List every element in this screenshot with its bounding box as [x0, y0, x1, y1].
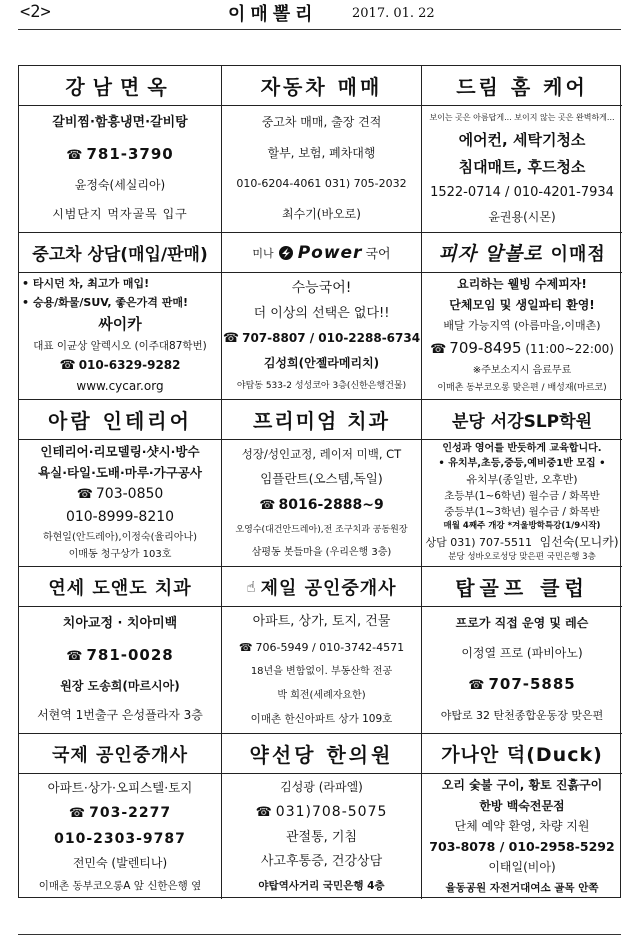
ad-title: 드림 홈 케어: [422, 66, 622, 106]
phone-icon: ☎: [222, 330, 240, 346]
ad-title: 피자 알볼로 이매점: [422, 233, 622, 273]
ad-line: 한방 백숙전문점: [479, 798, 565, 813]
phone-icon: ☎: [468, 678, 486, 694]
ad-aram-interior: [19, 400, 222, 567]
logo-icon: [277, 245, 295, 261]
ad-website[interactable]: www.cycar.org: [76, 378, 164, 393]
ad-phone: 010-2303-9787: [54, 831, 186, 848]
ad-line: 시범단지 먹자골목 입구: [52, 207, 188, 222]
ad-dream-home-care: [422, 66, 622, 233]
ad-line: ※주보소지시 음료무료: [472, 364, 572, 376]
ad-yakseondang-clinic: [222, 734, 422, 899]
ad-line: 초등부(1~6학년) 월수금 / 화목반: [444, 490, 600, 503]
ad-address: 이매촌 동부코오롱A 앞 신한은행 옆: [38, 880, 202, 893]
ad-phone: ☎ 703-0850: [76, 486, 164, 503]
ad-phone: ☎ 781-3790: [66, 145, 174, 163]
ad-line: 윤권용(시몬): [488, 210, 556, 225]
ad-title: 미나 Power 국어: [222, 233, 421, 273]
ad-title: 분당 서강SLP학원: [422, 400, 622, 440]
ad-address: 분당 성바오로성당 맞은편 국민은행 3층: [448, 552, 596, 563]
ad-seogang-slp: [422, 400, 622, 567]
ad-line: 단체모임 및 생일파티 환영!: [449, 298, 595, 313]
ad-line: 김성희(안젤라메리치): [263, 356, 380, 371]
ad-line: 더 이상의 선택은 없다!!: [253, 305, 390, 321]
ad-phone: ☎ 010-6329-9282: [59, 357, 181, 373]
ad-line: 최수기(바오로): [282, 206, 361, 221]
ad-line: 인테리어·리모델링·샷시·방수: [40, 444, 200, 460]
ad-line: 원장 도송희(마르시아): [60, 679, 180, 694]
ad-phone: ☎ 706-5949 / 010-3742-4571: [238, 640, 405, 654]
ad-line: 18년을 변함없이. 부동산학 전공: [250, 666, 393, 678]
ad-phone: 상담 031) 707-5511 임선숙(모니카): [425, 534, 619, 549]
ad-line: 싸이카: [98, 315, 142, 334]
ad-phone: 010-8999-8210: [65, 509, 175, 526]
ad-premium-dental: [222, 400, 422, 567]
ad-line: 배달 가능지역 (아름마을,이매촌): [443, 319, 601, 333]
ad-line: 사고후통증, 건강상담: [260, 854, 383, 870]
ad-address: 서현역 1번출구 은성플라자 3층: [37, 708, 203, 723]
ad-address: 이매촌 동부코오롱 맞은편 / 배성재(마르코): [437, 383, 607, 394]
phone-icon: ☎: [430, 341, 447, 357]
ad-phone: ☎ 707-5885: [468, 675, 576, 694]
ad-title: 탑골프 클럽: [422, 567, 622, 607]
phone-icon: ☎: [76, 487, 93, 503]
ad-line: 갈비찜·함흥냉면·갈비탕: [52, 114, 188, 130]
ad-top-golf: [422, 567, 622, 734]
ad-phone: 703-8078 / 010-2958-5292: [429, 839, 615, 855]
ad-car-trade: [222, 66, 422, 233]
ad-grid: [18, 65, 621, 898]
ad-line: 할부, 보험, 폐차대행: [267, 146, 376, 161]
ad-address: 율동공원 자전거대여소 골목 안쪽: [445, 881, 599, 894]
phone-icon: ☎: [66, 148, 84, 163]
ad-line: • 승용/화물/SUV, 좋은가격 판매!: [22, 296, 188, 310]
ad-line: 프로가 직접 운영 및 레슨: [455, 615, 589, 630]
ad-phone: ☎ 709-8495 (11:00~22:00): [430, 338, 614, 357]
ad-title: ☝ 제일 공인중개사: [222, 567, 421, 607]
ad-line: 보이는 곳은 아름답게... 보이지 않는 곳은 완벽하게...: [429, 112, 615, 122]
ad-address: 이매동 청구상가 103호: [68, 549, 172, 561]
ad-title: 국제 공인중개사: [19, 734, 221, 774]
ad-address: 이매촌 한신아파트 상가 109호: [250, 712, 393, 725]
ad-line: 박 희전(세례자요한): [277, 689, 366, 701]
ad-canaan-duck: [422, 734, 622, 899]
ad-line: 인성과 영어를 반듯하게 교육합니다.: [442, 442, 602, 454]
ad-jeil-realty: [222, 567, 422, 734]
ad-line: 전민숙 (발렌티나): [72, 855, 168, 870]
ad-gukje-realty: [19, 734, 222, 899]
ad-phone: ☎ 703-2277: [68, 804, 172, 821]
ad-line: 수능국어!: [291, 280, 352, 297]
ad-title: 아람 인테리어: [19, 400, 221, 440]
ad-line: 김성광 (라파엘): [280, 779, 363, 794]
ad-title: 연세 도앤도 치과: [19, 567, 221, 607]
ad-title: 가나안 덕(Duck): [422, 734, 622, 774]
ad-phone: 010-6204-4061 031) 705-2032: [236, 177, 407, 191]
ad-line: 임플란트(오스템,독일): [260, 470, 383, 486]
ad-line: 아파트, 상가, 토지, 건물: [252, 613, 391, 629]
phone-icon: ☎: [59, 357, 76, 373]
issue-date: 2017. 01. 22: [352, 6, 435, 21]
ad-line: 중고차 매매, 출장 견적: [261, 115, 382, 130]
ad-title: 프리미엄 치과: [222, 400, 421, 440]
header-divider: [18, 29, 621, 30]
ad-line: 윤정숙(세실리아): [74, 178, 166, 193]
ad-address: 야탑역사거리 국민은행 4층: [258, 880, 385, 893]
phone-icon: ☎: [68, 805, 87, 821]
ad-title: 강남면옥: [19, 66, 221, 106]
ad-yonsei-dental: [19, 567, 222, 734]
ad-phone: ☎ 031)708-5075: [255, 804, 388, 821]
ad-line: 욕실·타일·도배·마루·가구공사: [38, 464, 202, 480]
ad-line: • 타시던 차, 최고가 매입!: [22, 277, 150, 291]
ad-used-car: [19, 233, 222, 400]
ad-line: 치아교정 · 치아미백: [62, 615, 178, 631]
ad-line: 관절통, 기침: [285, 829, 358, 845]
phone-icon: ☎: [66, 649, 84, 664]
ad-address: 야탑동 533-2 성성코아 3층(신한은행건물): [236, 381, 407, 392]
page-number: <2>: [20, 2, 51, 22]
ad-line: 오영수(대건안드레아),전 조구치과 공동원장: [235, 525, 408, 536]
ad-title: 중고차 상담(매입/판매): [19, 233, 221, 273]
ad-phone: ☎ 781-0028: [66, 646, 174, 664]
phone-icon: ☎: [238, 640, 253, 654]
ad-line: 유치부(종일반, 오후반): [466, 472, 578, 486]
ad-line: 중등부(1~3학년) 월수금 / 화목반: [444, 506, 600, 519]
ad-title: 자동차 매매: [222, 66, 421, 106]
ad-phone: 1522-0714 / 010-4201-7934: [430, 185, 614, 201]
ad-line: 성장/성인교정, 레이저 미백, CT: [241, 446, 402, 461]
ad-line: 매월 4째주 개강 *겨울방학특강(1/9시작): [443, 520, 601, 531]
hand-icon: ☝: [246, 577, 257, 596]
ad-line: 에어컨, 세탁기청소: [458, 131, 586, 150]
ad-line: • 유치부,초등,중등,예비중1반 모집 •: [438, 458, 606, 470]
newsletter-title: 이매뽈리: [228, 4, 318, 25]
ad-gangnam-myeonok: [19, 66, 222, 233]
phone-icon: ☎: [259, 498, 276, 514]
ad-line: 침대매트, 후드청소: [458, 158, 586, 177]
ad-line: 대표 이균상 알렉시오 (이주대87학번): [33, 340, 207, 353]
ad-address: 야탑로 32 탄천종합운동장 맞은편: [440, 709, 604, 723]
ad-phone: ☎ 707-8807 / 010-2288-6734: [222, 330, 421, 346]
phone-icon: ☎: [255, 805, 273, 821]
ad-title: 약선당 한의원: [222, 734, 421, 774]
ad-line: 오리 숯불 구이, 황토 진흙구이: [441, 778, 603, 793]
ad-line: 하현일(안드레아),이정숙(율리아나): [42, 531, 198, 543]
ad-mina-power-korean: [222, 233, 422, 400]
footer-divider: [18, 934, 621, 935]
ad-line: 단체 예약 환영, 차량 지원: [454, 819, 590, 833]
ad-line: 이태일(비아): [488, 860, 556, 875]
ad-pizza-alvolo: [422, 233, 622, 400]
ad-address: 삼평동 봇들마을 (우리은행 3층): [251, 546, 392, 558]
ad-line: 이정열 프로 (파비아노): [461, 645, 583, 660]
ad-line: 요리하는 웰빙 수제피자!: [457, 277, 587, 292]
ad-line: 아파트·상가·오피스텔·토지: [47, 779, 193, 795]
ad-phone: ☎ 8016-2888~9: [259, 497, 384, 514]
